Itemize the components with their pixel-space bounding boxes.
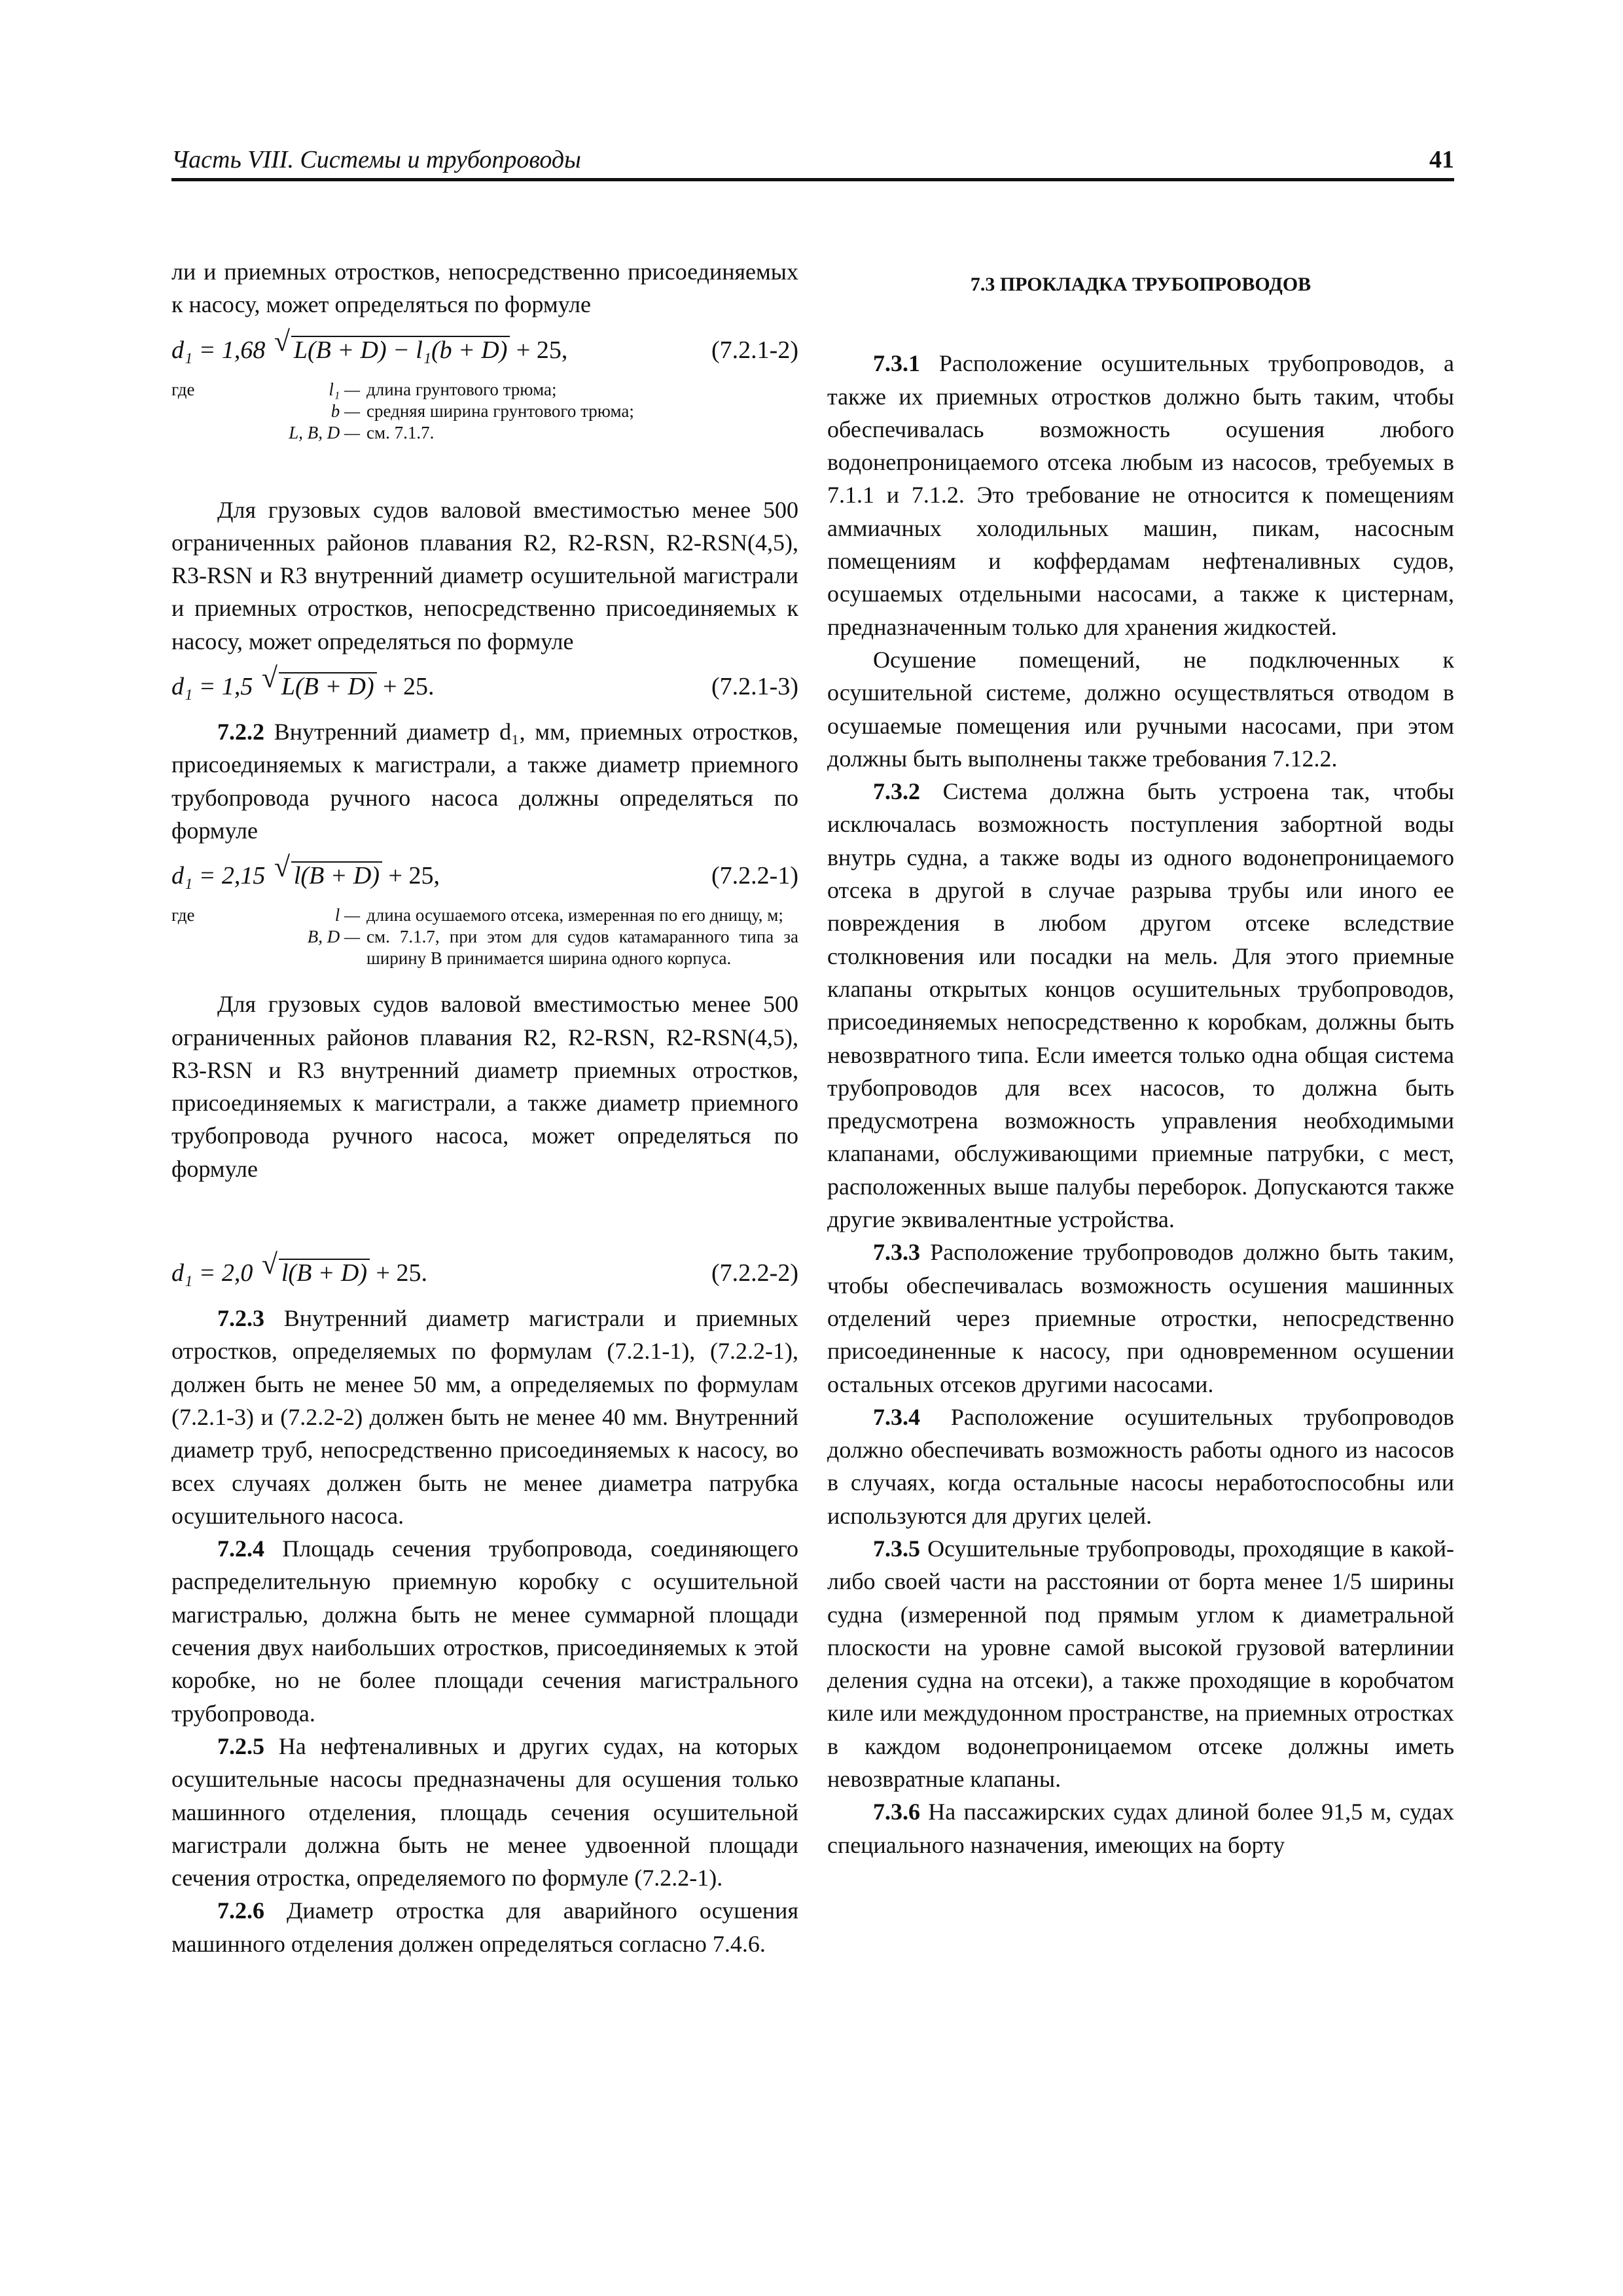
- definitions: [171, 379, 798, 444]
- clause-text: Площадь сечения трубопровода, соединяющего распределительную приемную коробку с осушительной магистралью, должна быть не менее суммарной площади сечения двух наибольших отростков, присоединяемых к этой коробке, но не более площади сечения магистрального трубопровода.: [171, 1535, 798, 1727]
- radicand: L(B + D) − l₁(b + D): [291, 336, 510, 363]
- def-symbol: l —: [334, 905, 360, 925]
- paragraph: Осушение помещений, не подключенных к осушительной системе, должно осуществляться отводом в осушаемые помещения или ручными насосами, при этом должны быть выполнены также требования 7.12.2.: [827, 646, 1454, 772]
- paragraph: Для грузовых судов валовой вместимостью менее 500 ограниченных районов плавания R2, R2-RSN, R2-RSN(4,5), R3-RSN и R3 внутренний диаметр приемных отростков, присоединяемых к магистрали, а также диаметр приемного трубопровода ручного насоса, может определяться по формуле: [171, 991, 798, 1182]
- def-text: см. 7.1.7.: [366, 422, 435, 442]
- definition-row: [171, 422, 798, 444]
- paragraph: [171, 1894, 798, 1960]
- formula-7-2-1-2: [171, 327, 798, 374]
- radicand: L(B + D): [279, 672, 377, 700]
- formula-expression: [171, 852, 440, 899]
- paragraph: Для грузовых судов валовой вместимостью менее 500 ограниченных районов плавания R2, R2-RSN, R2-RSN(4,5), R3-RSN и R3 внутренний диаметр осушительной магистрали и приемных отростков, непосредственно присоединяемых к насосу, может определяться по формуле: [171, 496, 798, 655]
- def-symbol: l₁ —: [329, 379, 360, 399]
- clause-text: Расположение осушительных трубопроводов должно обеспечивать возможность работы одного из насосов в случаях, когда остальные насосы неработоспособны или используются для других целей.: [827, 1403, 1455, 1529]
- formula-lhs: d₁ = 1,68: [171, 336, 266, 364]
- clause-text: На пассажирских судах длиной более 91,5 м, судах специального назначения, имеющих на борту: [827, 1799, 1455, 1858]
- header-rule: [171, 178, 1454, 181]
- sqrt: [262, 1249, 370, 1297]
- clause-number: 7.3.1: [873, 350, 920, 377]
- sqrt: [274, 852, 382, 899]
- clause-text: Внутренний диаметр d₁, мм, приемных отростков, присоединяемых к магистрали, а также диаметр приемного трубопровода ручного насоса должны определяться по формуле: [171, 719, 798, 844]
- formula-rest: + 25.: [376, 1259, 427, 1287]
- paragraph: [827, 1401, 1454, 1532]
- formula-lhs: d₁ = 1,5: [171, 673, 253, 701]
- clause-text: Осушительные трубопроводы, проходящие в какой-либо своей части на расстоянии от борта менее 1/5 ширины судна (измеренной под прямым углом к диаметральной плоскости на уровне самой высокой грузовой ватерлинии деления судна на отсеки), а также проходящие в коробчатом киле или междудонном пространстве, на приемных отростках в каждом водонепроницаемом отсеке должны иметь невозвратные клапаны.: [827, 1535, 1454, 1793]
- formula-lhs: d₁ = 2,15: [171, 862, 266, 890]
- formula-expression: [171, 1249, 427, 1297]
- definition-row: [171, 379, 798, 401]
- definition-row: [171, 401, 798, 422]
- clause-number: 7.3.4: [873, 1403, 920, 1430]
- clause-number: 7.3.5: [873, 1535, 920, 1562]
- formula-7-2-2-1: [171, 852, 798, 899]
- spacer: [171, 462, 798, 493]
- paragraph: [827, 347, 1454, 643]
- paragraph: [827, 775, 1454, 1236]
- formula-number: (7.2.2-2): [711, 1259, 798, 1287]
- formula-7-2-2-2: [171, 1249, 798, 1297]
- paragraph: [171, 1532, 798, 1730]
- clause-text: Внутренний диаметр магистрали и приемных отростков, определяемых по формулам (7.2.1-1), (7.2.2-1), должен быть не менее 50 мм, а определяемых по формулам (7.2.1-3) и (7.2.2-2) должен быть не менее 40 мм. Внутренний диаметр труб, непосредственно присоединяемых к насосу, во всех случаях должен быть не менее диаметра патрубка осушительного насоса.: [171, 1305, 799, 1529]
- clause-number: 7.3.2: [873, 778, 920, 805]
- clause-number: 7.2.6: [217, 1897, 264, 1924]
- clause-text: Расположение трубопроводов должно быть таким, чтобы обеспечивалась возможность осушения машинных отделений через приемные отростки, непосредственно присоединенные к насосу, при одновременном осушении остальных отсеков другими насосами.: [827, 1239, 1454, 1397]
- sqrt: [262, 663, 377, 710]
- paragraph: [171, 1730, 798, 1894]
- def-label: где: [171, 905, 195, 925]
- formula-number: (7.2.1-2): [711, 336, 798, 364]
- clause-number: 7.3.3: [873, 1239, 920, 1266]
- formula-expression: [171, 327, 567, 374]
- clause-number: 7.3.6: [873, 1799, 920, 1825]
- running-header: [171, 145, 1454, 179]
- def-symbol: L, B, D —: [289, 422, 360, 442]
- clause-number: 7.2.4: [217, 1535, 264, 1562]
- definitions: [171, 905, 798, 969]
- left-column: [171, 255, 798, 1960]
- radical-sign-icon: √: [261, 662, 278, 694]
- definition-row: [171, 926, 798, 969]
- radicand: l(B + D): [291, 861, 382, 889]
- radical-sign-icon: √: [261, 1248, 278, 1281]
- def-label: [171, 926, 268, 969]
- clause-number: 7.2.3: [217, 1305, 264, 1332]
- definition-row: [171, 905, 798, 926]
- paragraph: ли и приемных отростков, непосредственно присоединяемых к насосу, может определяться по формуле: [171, 259, 798, 318]
- def-text: длина осушаемого отсека, измеренная по его днищу, м;: [366, 905, 783, 925]
- formula-rest: + 25,: [516, 336, 568, 364]
- radicand: l(B + D): [279, 1259, 370, 1286]
- formula-7-2-1-3: [171, 663, 798, 710]
- clause-text: Система должна быть устроена так, чтобы исключалась возможность поступления забортной воды внутрь судна, а также воды из одного водонепроницаемого отсека в другой в случае разрыва трубы или иного ее повреждения в любом другом отсеке вследствие столкновения или посадки на мель. Для этого приемные клапаны открытых концов осушительных трубопроводов, присоединяемых непосредственно к коробкам, должны быть невозвратного типа. Если имеется только одна общая система трубопроводов для всех насосов, то должна быть предусмотрена возможность управления необходимыми клапанами, обслуживающими приемные патрубки, с мест, расположенных выше палубы переборок. Допускаются также другие эквивалентные устройства.: [827, 778, 1454, 1233]
- def-text: средняя ширина грунтового трюма;: [366, 401, 634, 421]
- paragraph: [171, 1302, 798, 1532]
- paragraph: [171, 715, 798, 847]
- formula-rest: + 25,: [388, 862, 440, 890]
- radical-sign-icon: √: [274, 325, 291, 357]
- formula-lhs: d₁ = 2,0: [171, 1259, 253, 1287]
- spacer: [171, 1185, 798, 1244]
- formula-expression: [171, 663, 435, 710]
- formula-rest: + 25.: [383, 673, 435, 701]
- clause-text: Расположение осушительных трубопроводов, а также их приемных отростков должно быть таким, чтобы обеспечивалась возможность осушения любого водонепроницаемого отсека любым из насосов, требуемых в 7.1.1 и 7.1.2. Это требование не относится к помещениям аммиачных холодильных машин, пикам, насосным помещениям и коффердамам нефтеналивных судов, осушаемых отдельными насосами, а также к цистернам, предназначенным только для хранения жидкостей.: [827, 350, 1454, 640]
- sqrt: [274, 327, 510, 374]
- header-title: Часть VIII. Системы и трубопроводы: [171, 146, 581, 173]
- def-symbol: b —: [330, 401, 360, 421]
- page-number: 41: [1429, 146, 1454, 173]
- def-label: где: [171, 379, 195, 399]
- radical-sign-icon: √: [274, 851, 291, 884]
- clause-text: Диаметр отростка для аварийного осушения машинного отделения должен определяться согласно 7.4.6.: [171, 1897, 799, 1957]
- section-title: 7.3 ПРОКЛАДКА ТРУБОПРОВОДОВ: [970, 274, 1311, 295]
- formula-number: (7.2.1-3): [711, 673, 798, 701]
- def-text: см. 7.1.7, при этом для судов катамаранного типа за ширину B принимается ширина одного корпуса.: [366, 927, 798, 969]
- clause-number: 7.2.5: [217, 1732, 264, 1759]
- def-label: [171, 422, 268, 444]
- right-column: [827, 255, 1454, 1861]
- paragraph: [827, 1236, 1454, 1400]
- def-symbol: B, D —: [307, 927, 360, 947]
- def-text: длина грунтового трюма;: [366, 379, 557, 399]
- def-label: [171, 401, 268, 422]
- clause-text: На нефтеналивных и других судах, на которых осушительные насосы предназначены для осушения только машинного отделения, площадь сечения осушительной магистрали должна быть не менее удвоенной площади сечения отростка, определяемого по формуле (7.2.2-1).: [171, 1732, 798, 1892]
- clause-number: 7.2.2: [217, 719, 264, 745]
- paragraph: [827, 1532, 1454, 1795]
- paragraph: [827, 1795, 1454, 1861]
- formula-number: (7.2.2-1): [711, 862, 798, 890]
